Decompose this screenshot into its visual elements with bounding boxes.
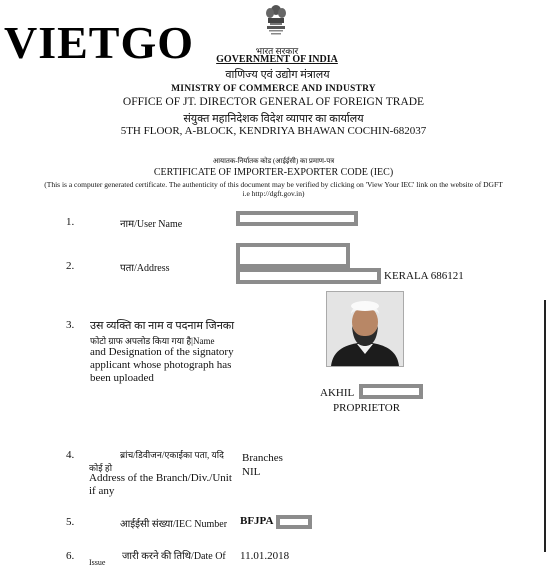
redacted-address-line-2 (236, 268, 381, 284)
row-3-label-en-1: and Designation of the signatory (90, 346, 234, 358)
redacted-signatory-name (359, 384, 423, 399)
branches-value: NIL (242, 466, 261, 478)
row-2-label: पता/Address (120, 263, 170, 274)
row-5-label: आईईसी संख्या/IEC Number (120, 519, 228, 530)
row-4-label-en-1: Address of the Branch/Div./Unit (89, 472, 232, 484)
row-3-label-hindi-2: फोटो ग्राफ अपलोड किया गया है|Name (90, 336, 215, 346)
row-4-label-hindi-2: कोई हो (89, 463, 113, 473)
brand-watermark: VIETGO (4, 17, 195, 68)
redacted-user-name (236, 211, 358, 226)
header-address: 5TH FLOOR, A-BLOCK, KENDRIYA BHAWAN COCHIN-682037 (120, 125, 427, 137)
row-4-label-en-2: if any (89, 485, 115, 497)
header-hindi-ministry: वाणिज्य एवं उद्योग मंत्रालय (225, 69, 330, 81)
row-6-label-2: Issue (89, 558, 106, 567)
header-government: GOVERNMENT OF INDIA (216, 54, 338, 65)
iec-number-prefix: BFJPA (240, 515, 274, 527)
row-3-number: 3. (66, 319, 75, 331)
row-4-label-hindi: ब्रांच/डिवीजन/एकाईका पता, यदि (120, 450, 224, 460)
redacted-iec-number (276, 515, 312, 529)
address-pin: KERALA 686121 (384, 270, 464, 282)
row-4-number: 4. (66, 449, 75, 461)
page-border-line (544, 300, 546, 552)
signatory-designation: PROPRIETOR (333, 402, 401, 414)
row-2-number: 2. (66, 260, 75, 272)
row-3-label-en-2: applicant whose photograph has (90, 359, 232, 371)
certificate-title: CERTIFICATE OF IMPORTER-EXPORTER CODE (IEC) (153, 167, 394, 178)
redacted-address-line-1 (236, 243, 350, 268)
row-1-label: नाम/User Name (120, 219, 183, 230)
date-of-issue: 11.01.2018 (240, 550, 290, 562)
certificate-note: (This is a computer generated certificate. The authenticity of this document may be verified by clicking on 'View Your IEC' link on the website of DGFT (44, 180, 503, 189)
row-3-label-en-3: been uploaded (90, 372, 154, 384)
header-ministry: MINISTRY OF COMMERCE AND INDUSTRY (171, 84, 376, 94)
row-6-number: 6. (66, 550, 75, 562)
row-3-label-hindi: उस व्यक्ति का नाम व पदनाम जिनका (90, 320, 235, 332)
certificate-hindi-title: आयातक-निर्यातक कोड (आईईसी) का प्रमाण-पत्र (212, 157, 335, 165)
header-hindi-government: भारत सरकार (255, 46, 299, 56)
signatory-name-prefix: AKHIL (320, 387, 355, 399)
row-5-number: 5. (66, 516, 75, 528)
header-office: OFFICE OF JT. DIRECTOR GENERAL OF FOREIGN TRADE (122, 96, 425, 108)
row-1-number: 1. (66, 216, 75, 228)
emblem-icon (265, 4, 287, 42)
branches-heading: Branches (242, 452, 283, 464)
header-hindi-office: संयुक्त महानिदेशक विदेश व्यापार का कार्यालय (183, 113, 364, 125)
row-6-label: जारी करने की तिथि/Date Of (122, 551, 226, 562)
certificate-note-link: i.e http://dgft.gov.in) (242, 189, 305, 198)
applicant-photo (326, 291, 404, 367)
